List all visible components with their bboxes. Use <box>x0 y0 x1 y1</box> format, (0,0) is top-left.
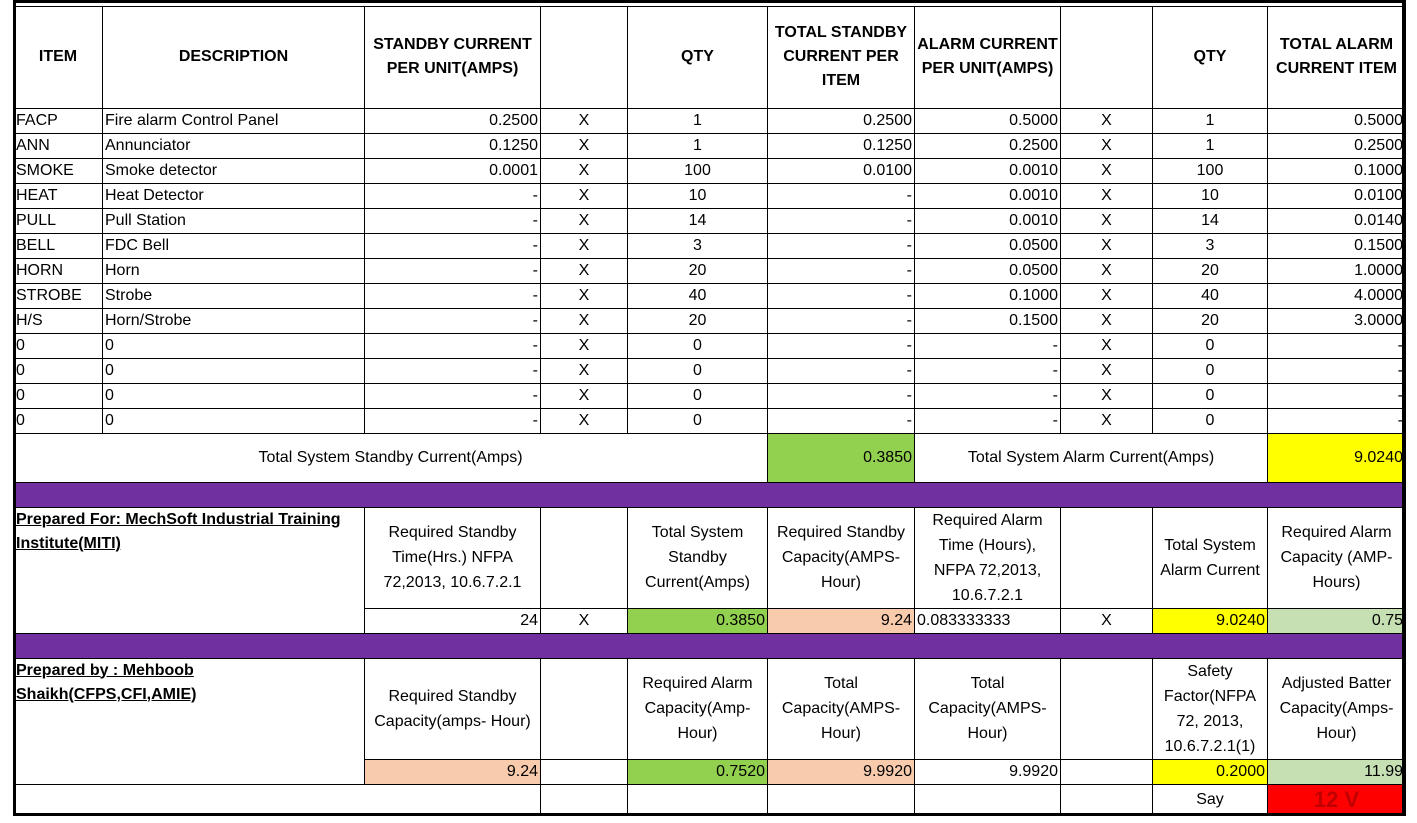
cell-x2: X <box>1061 183 1153 208</box>
cell-sb: - <box>365 258 541 283</box>
adjusted-capacity-value: 11.99 <box>1268 759 1406 784</box>
cell-tal: 0.2500 <box>1268 133 1406 158</box>
cell-qty: 0 <box>628 408 768 433</box>
cell-qty: 14 <box>628 208 768 233</box>
cell-x2: X <box>1061 408 1153 433</box>
cell-sb: - <box>365 283 541 308</box>
cell-x2: X <box>1061 358 1153 383</box>
cell-qty2: 0 <box>1153 333 1268 358</box>
cell-item: 0 <box>14 383 103 408</box>
alarm-capacity-value2: 0.7520 <box>628 759 768 784</box>
cell-qty: 20 <box>628 308 768 333</box>
cell-qty: 0 <box>628 333 768 358</box>
cell-desc: 0 <box>103 358 365 383</box>
alarm-current-value: 9.0240 <box>1153 608 1268 633</box>
cell-al: 0.0500 <box>915 233 1061 258</box>
cell-item: SMOKE <box>14 158 103 183</box>
table-row <box>14 108 1406 133</box>
cell-x2: X <box>1061 208 1153 233</box>
blank-cell <box>541 658 628 759</box>
cell-tsb: - <box>768 383 915 408</box>
standby-current-value: 0.3850 <box>628 608 768 633</box>
total-capacity-header2: Total Capacity(AMPS-Hour) <box>915 658 1061 759</box>
cell-desc: Smoke detector <box>103 158 365 183</box>
cell-qty2: 20 <box>1153 308 1268 333</box>
header-item: ITEM <box>14 6 103 108</box>
cell-item: HEAT <box>14 183 103 208</box>
cell-sb: - <box>365 333 541 358</box>
cell-sb: 0.2500 <box>365 108 541 133</box>
table-row <box>14 358 1406 383</box>
cell-al: 0.0010 <box>915 158 1061 183</box>
cell-desc: Fire alarm Control Panel <box>103 108 365 133</box>
section3-header-row <box>14 658 1406 759</box>
cell-al: 0.0010 <box>915 208 1061 233</box>
cell-tal: - <box>1268 333 1406 358</box>
cell-tal: 0.5000 <box>1268 108 1406 133</box>
cell-qty: 100 <box>628 158 768 183</box>
cell-qty: 1 <box>628 133 768 158</box>
table-row <box>14 308 1406 333</box>
table-row <box>14 183 1406 208</box>
cell-x2: X <box>1061 108 1153 133</box>
total-capacity-value: 9.9920 <box>768 759 915 784</box>
totals-row <box>14 433 1406 482</box>
cell-tal: - <box>1268 408 1406 433</box>
cell-item: FACP <box>14 108 103 133</box>
cell-tal: - <box>1268 358 1406 383</box>
cell-x1: X <box>541 133 628 158</box>
standby-capacity-value: 9.24 <box>768 608 915 633</box>
cell-tsb: 0.0100 <box>768 158 915 183</box>
req-alarm-capacity-header2: Required Alarm Capacity(Amp-Hour) <box>628 658 768 759</box>
cell-al: 0.1500 <box>915 308 1061 333</box>
cell-x1: X <box>541 283 628 308</box>
table-row <box>14 408 1406 433</box>
blank-cell <box>1061 658 1153 759</box>
cell-tsb: - <box>768 408 915 433</box>
cell-qty2: 100 <box>1153 158 1268 183</box>
header-row <box>14 6 1406 108</box>
cell-x2: X <box>1061 283 1153 308</box>
cell-item: 0 <box>14 408 103 433</box>
cell-tsb: - <box>768 283 915 308</box>
cell-qty2: 0 <box>1153 358 1268 383</box>
blank-cell <box>1061 759 1153 784</box>
cell-x2: X <box>1061 133 1153 158</box>
standby-time-value: 24 <box>365 608 541 633</box>
cell-x1: X <box>541 233 628 258</box>
say-row <box>14 784 1406 815</box>
cell-qty: 20 <box>628 258 768 283</box>
cell-item: PULL <box>14 208 103 233</box>
say-label: Say <box>1153 784 1268 815</box>
header-total-alarm: TOTAL ALARM CURRENT ITEM <box>1268 6 1406 108</box>
cell-tal: 0.1500 <box>1268 233 1406 258</box>
cell-sb: - <box>365 183 541 208</box>
header-qty: QTY <box>628 6 768 108</box>
blank-cell <box>541 759 628 784</box>
cell-x1: X <box>541 408 628 433</box>
alarm-time-value: 0.083333333 <box>915 608 1061 633</box>
cell-tal: 3.0000 <box>1268 308 1406 333</box>
cell-x1: X <box>541 183 628 208</box>
table-row <box>14 133 1406 158</box>
header-blank <box>1061 6 1153 108</box>
cell-desc: 0 <box>103 333 365 358</box>
cell-desc: Horn <box>103 258 365 283</box>
cell-desc: Heat Detector <box>103 183 365 208</box>
blank-cell <box>915 784 1061 815</box>
req-standby-time-header: Required Standby Time(Hrs.) NFPA 72,2013, 10.6.7.2.1 <box>365 507 541 608</box>
battery-calculation-table <box>13 0 1406 816</box>
cell-x2: X <box>1061 158 1153 183</box>
cell-al: 0.0010 <box>915 183 1061 208</box>
cell-tsb: - <box>768 258 915 283</box>
cell-tsb: - <box>768 308 915 333</box>
total-capacity-header: Total Capacity(AMPS-Hour) <box>768 658 915 759</box>
req-standby-capacity-header2: Required Standby Capacity(amps- Hour) <box>365 658 541 759</box>
blank-cell <box>768 784 915 815</box>
cell-x2: X <box>1061 233 1153 258</box>
cell-item: HORN <box>14 258 103 283</box>
cell-sb: - <box>365 308 541 333</box>
table-row <box>14 158 1406 183</box>
header-description: DESCRIPTION <box>103 6 365 108</box>
cell-tal: 0.0140 <box>1268 208 1406 233</box>
cell-x2: X <box>1061 308 1153 333</box>
cell-qty: 10 <box>628 183 768 208</box>
cell-tal: 4.0000 <box>1268 283 1406 308</box>
cell-desc: Pull Station <box>103 208 365 233</box>
multiply-sign: X <box>1061 608 1153 633</box>
cell-al: - <box>915 358 1061 383</box>
section2-header-row <box>14 507 1406 608</box>
cell-x1: X <box>541 258 628 283</box>
cell-item: 0 <box>14 358 103 383</box>
cell-tal: 0.0100 <box>1268 183 1406 208</box>
prepared-by: Prepared by : Mehboob Shaikh(CFPS,CFI,AMIE) <box>14 658 365 784</box>
say-value: 12 V <box>1268 784 1406 815</box>
cell-sb: - <box>365 208 541 233</box>
cell-qty2: 1 <box>1153 108 1268 133</box>
adjusted-capacity-header: Adjusted Batter Capacity(Amps-Hour) <box>1268 658 1406 759</box>
cell-x1: X <box>541 208 628 233</box>
safety-factor-value: 0.2000 <box>1153 759 1268 784</box>
table-row <box>14 233 1406 258</box>
cell-item: STROBE <box>14 283 103 308</box>
blank-cell <box>541 784 628 815</box>
cell-sb: - <box>365 383 541 408</box>
cell-item: 0 <box>14 333 103 358</box>
total-standby-value: 0.3850 <box>768 433 915 482</box>
table-row <box>14 333 1406 358</box>
cell-x1: X <box>541 383 628 408</box>
cell-x1: X <box>541 158 628 183</box>
header-standby-per-unit: STANDBY CURRENT PER UNIT(AMPS) <box>365 6 541 108</box>
multiply-sign: X <box>541 608 628 633</box>
safety-factor-header: Safety Factor(NFPA 72, 2013, 10.6.7.2.1(1) <box>1153 658 1268 759</box>
table-row <box>14 383 1406 408</box>
cell-al: - <box>915 408 1061 433</box>
cell-tal: 0.1000 <box>1268 158 1406 183</box>
cell-desc: Strobe <box>103 283 365 308</box>
table-row <box>14 283 1406 308</box>
cell-tal: - <box>1268 383 1406 408</box>
total-capacity-value2: 9.9920 <box>915 759 1061 784</box>
prepared-for: Prepared For: MechSoft Industrial Training Institute(MITI) <box>14 507 365 633</box>
cell-x2: X <box>1061 333 1153 358</box>
header-total-standby: TOTAL STANDBY CURRENT PER ITEM <box>768 6 915 108</box>
cell-al: - <box>915 383 1061 408</box>
header-blank <box>541 6 628 108</box>
cell-x2: X <box>1061 383 1153 408</box>
cell-tsb: - <box>768 233 915 258</box>
cell-sb: - <box>365 358 541 383</box>
cell-tal: 1.0000 <box>1268 258 1406 283</box>
cell-qty: 40 <box>628 283 768 308</box>
cell-tsb: 0.2500 <box>768 108 915 133</box>
header-qty2: QTY <box>1153 6 1268 108</box>
req-alarm-time-header: Required Alarm Time (Hours), NFPA 72,2013, 10.6.7.2.1 <box>915 507 1061 608</box>
cell-tsb: - <box>768 208 915 233</box>
cell-desc: Horn/Strobe <box>103 308 365 333</box>
cell-al: 0.2500 <box>915 133 1061 158</box>
table-row <box>14 208 1406 233</box>
purple-divider <box>14 633 1406 658</box>
cell-qty2: 3 <box>1153 233 1268 258</box>
table-row <box>14 258 1406 283</box>
cell-desc: Annunciator <box>103 133 365 158</box>
blank-cell <box>628 784 768 815</box>
cell-qty2: 10 <box>1153 183 1268 208</box>
cell-tsb: - <box>768 183 915 208</box>
cell-qty: 3 <box>628 233 768 258</box>
cell-sb: - <box>365 408 541 433</box>
cell-al: - <box>915 333 1061 358</box>
standby-capacity-value2: 9.24 <box>365 759 541 784</box>
cell-item: BELL <box>14 233 103 258</box>
cell-qty: 0 <box>628 358 768 383</box>
blank-cell <box>1061 784 1153 815</box>
req-standby-capacity-header: Required Standby Capacity(AMPS-Hour) <box>768 507 915 608</box>
cell-al: 0.1000 <box>915 283 1061 308</box>
cell-desc: 0 <box>103 383 365 408</box>
cell-sb: 0.0001 <box>365 158 541 183</box>
cell-x1: X <box>541 308 628 333</box>
total-standby-current-header: Total System Standby Current(Amps) <box>628 507 768 608</box>
blank-cell <box>541 507 628 608</box>
purple-divider <box>14 482 1406 507</box>
total-standby-label: Total System Standby Current(Amps) <box>14 433 768 482</box>
cell-qty2: 0 <box>1153 383 1268 408</box>
blank-cell <box>14 784 541 815</box>
cell-qty: 1 <box>628 108 768 133</box>
cell-qty2: 0 <box>1153 408 1268 433</box>
cell-desc: 0 <box>103 408 365 433</box>
cell-qty2: 40 <box>1153 283 1268 308</box>
total-alarm-current-header: Total System Alarm Current <box>1153 507 1268 608</box>
cell-x2: X <box>1061 258 1153 283</box>
cell-al: 0.5000 <box>915 108 1061 133</box>
blank-cell <box>1061 507 1153 608</box>
cell-item: H/S <box>14 308 103 333</box>
cell-sb: - <box>365 233 541 258</box>
total-alarm-label: Total System Alarm Current(Amps) <box>915 433 1268 482</box>
req-alarm-capacity-header: Required Alarm Capacity (AMP-Hours) <box>1268 507 1406 608</box>
cell-item: ANN <box>14 133 103 158</box>
total-alarm-value: 9.0240 <box>1268 433 1406 482</box>
cell-al: 0.0500 <box>915 258 1061 283</box>
cell-qty2: 1 <box>1153 133 1268 158</box>
cell-x1: X <box>541 358 628 383</box>
cell-desc: FDC Bell <box>103 233 365 258</box>
cell-qty2: 14 <box>1153 208 1268 233</box>
cell-qty2: 20 <box>1153 258 1268 283</box>
cell-tsb: - <box>768 358 915 383</box>
cell-qty: 0 <box>628 383 768 408</box>
cell-x1: X <box>541 333 628 358</box>
cell-sb: 0.1250 <box>365 133 541 158</box>
cell-tsb: 0.1250 <box>768 133 915 158</box>
cell-tsb: - <box>768 333 915 358</box>
cell-x1: X <box>541 108 628 133</box>
header-alarm-per-unit: ALARM CURRENT PER UNIT(AMPS) <box>915 6 1061 108</box>
alarm-capacity-value: 0.75 <box>1268 608 1406 633</box>
